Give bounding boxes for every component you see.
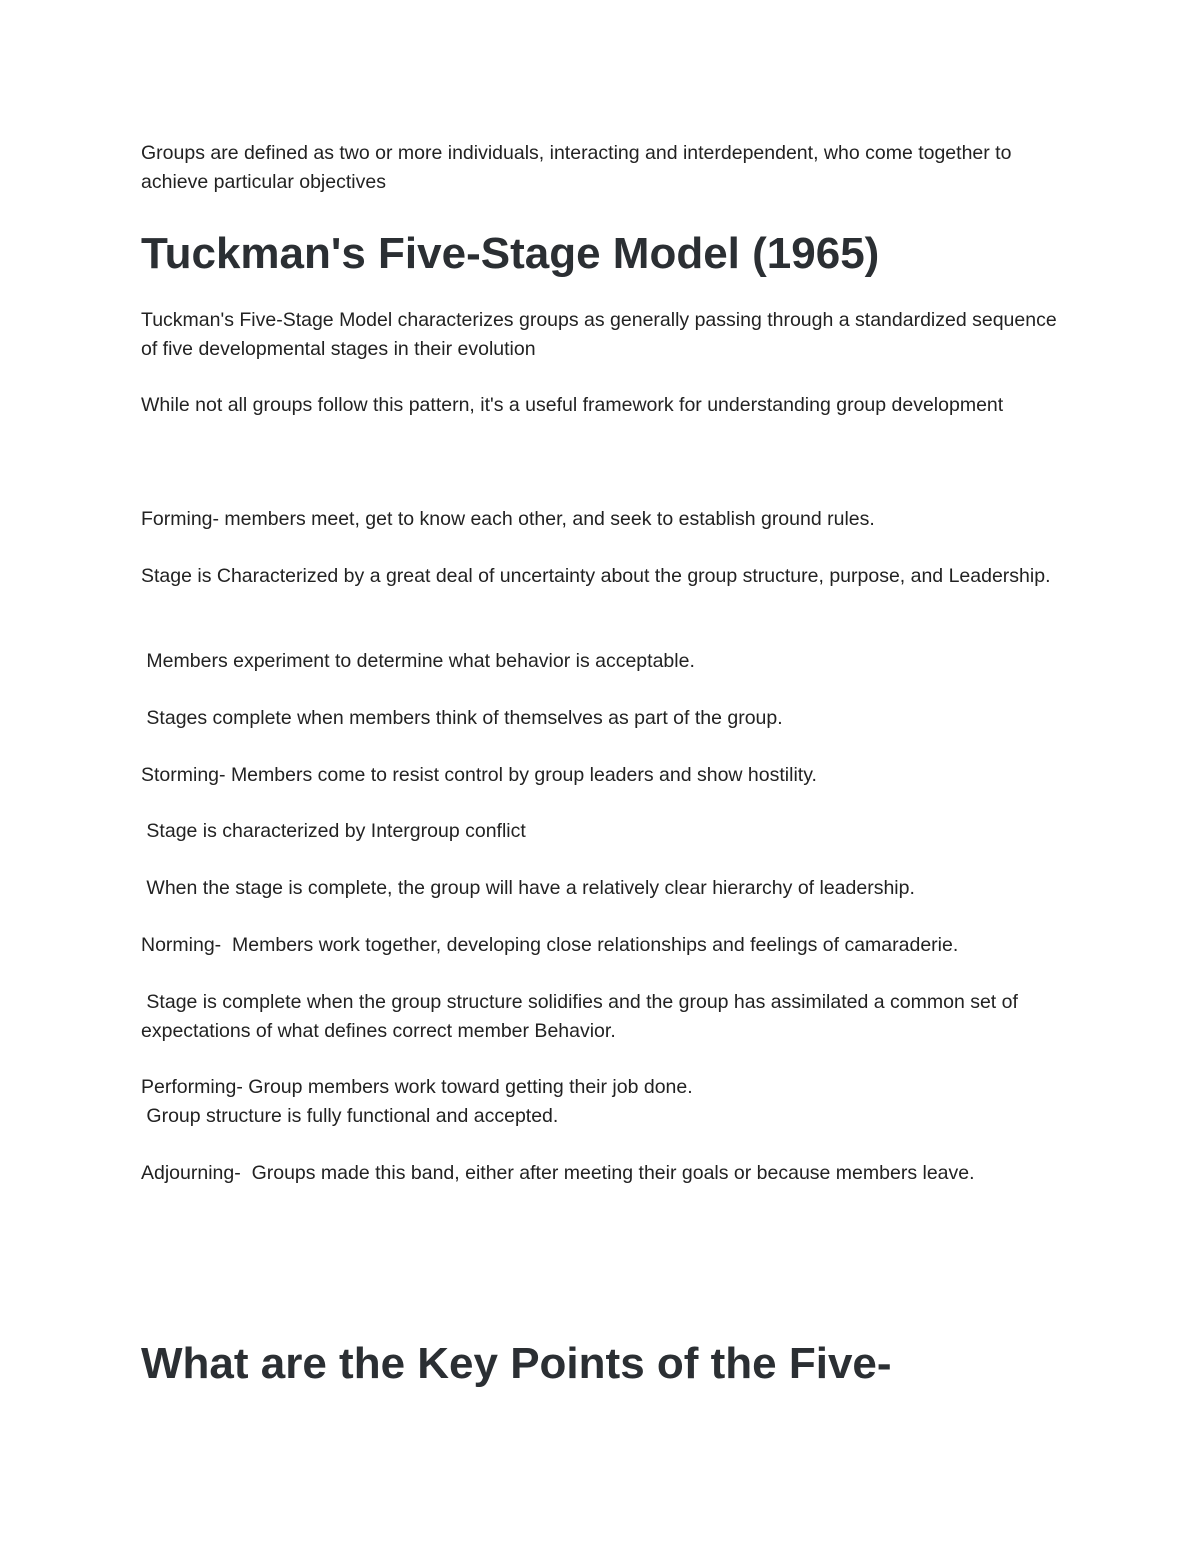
norming-stage-paragraph: Norming- Members work together, developing close relationships and feelings of camaraderie. <box>141 934 959 956</box>
performing-stage-paragraph: Performing- Group members work toward getting their job done. <box>141 1076 693 1098</box>
forming-stage-paragraph: Forming- members meet, get to know each other, and seek to establish ground rules. <box>141 508 875 530</box>
forming-experiment-paragraph: Members experiment to determine what behavior is acceptable. <box>141 650 695 672</box>
model-description-paragraph: Tuckman's Five-Stage Model characterizes groups as generally passing through a standardized sequence of five developmental stages in their evolution <box>141 309 1063 360</box>
performing-structure-paragraph: Group structure is fully functional and accepted. <box>141 1105 559 1127</box>
forming-uncertainty-paragraph: Stage is Characterized by a great deal of uncertainty about the group structure, purpose, and Leadership. <box>141 565 1051 587</box>
model-framework-paragraph: While not all groups follow this pattern, it's a useful framework for understanding group development <box>141 394 1004 416</box>
section-heading-key-points: What are the Key Points of the Five- <box>141 1339 892 1388</box>
storming-complete-paragraph: When the stage is complete, the group will have a relatively clear hierarchy of leadership. <box>141 877 915 899</box>
section-heading-tuckman-model: Tuckman's Five-Stage Model (1965) <box>141 229 880 278</box>
storming-conflict-paragraph: Stage is characterized by Intergroup conflict <box>141 820 526 842</box>
norming-complete-paragraph: Stage is complete when the group structure solidifies and the group has assimilated a common set of expectations of what defines correct member Behavior. <box>141 991 1024 1042</box>
storming-stage-paragraph: Storming- Members come to resist control by group leaders and show hostility. <box>141 764 817 786</box>
forming-complete-paragraph: Stages complete when members think of themselves as part of the group. <box>141 707 783 729</box>
intro-paragraph: Groups are defined as two or more individuals, interacting and interdependent, who come together to achieve particular objectives <box>141 142 1017 193</box>
adjourning-stage-paragraph: Adjourning- Groups made this band, either after meeting their goals or because members leave. <box>141 1162 975 1184</box>
